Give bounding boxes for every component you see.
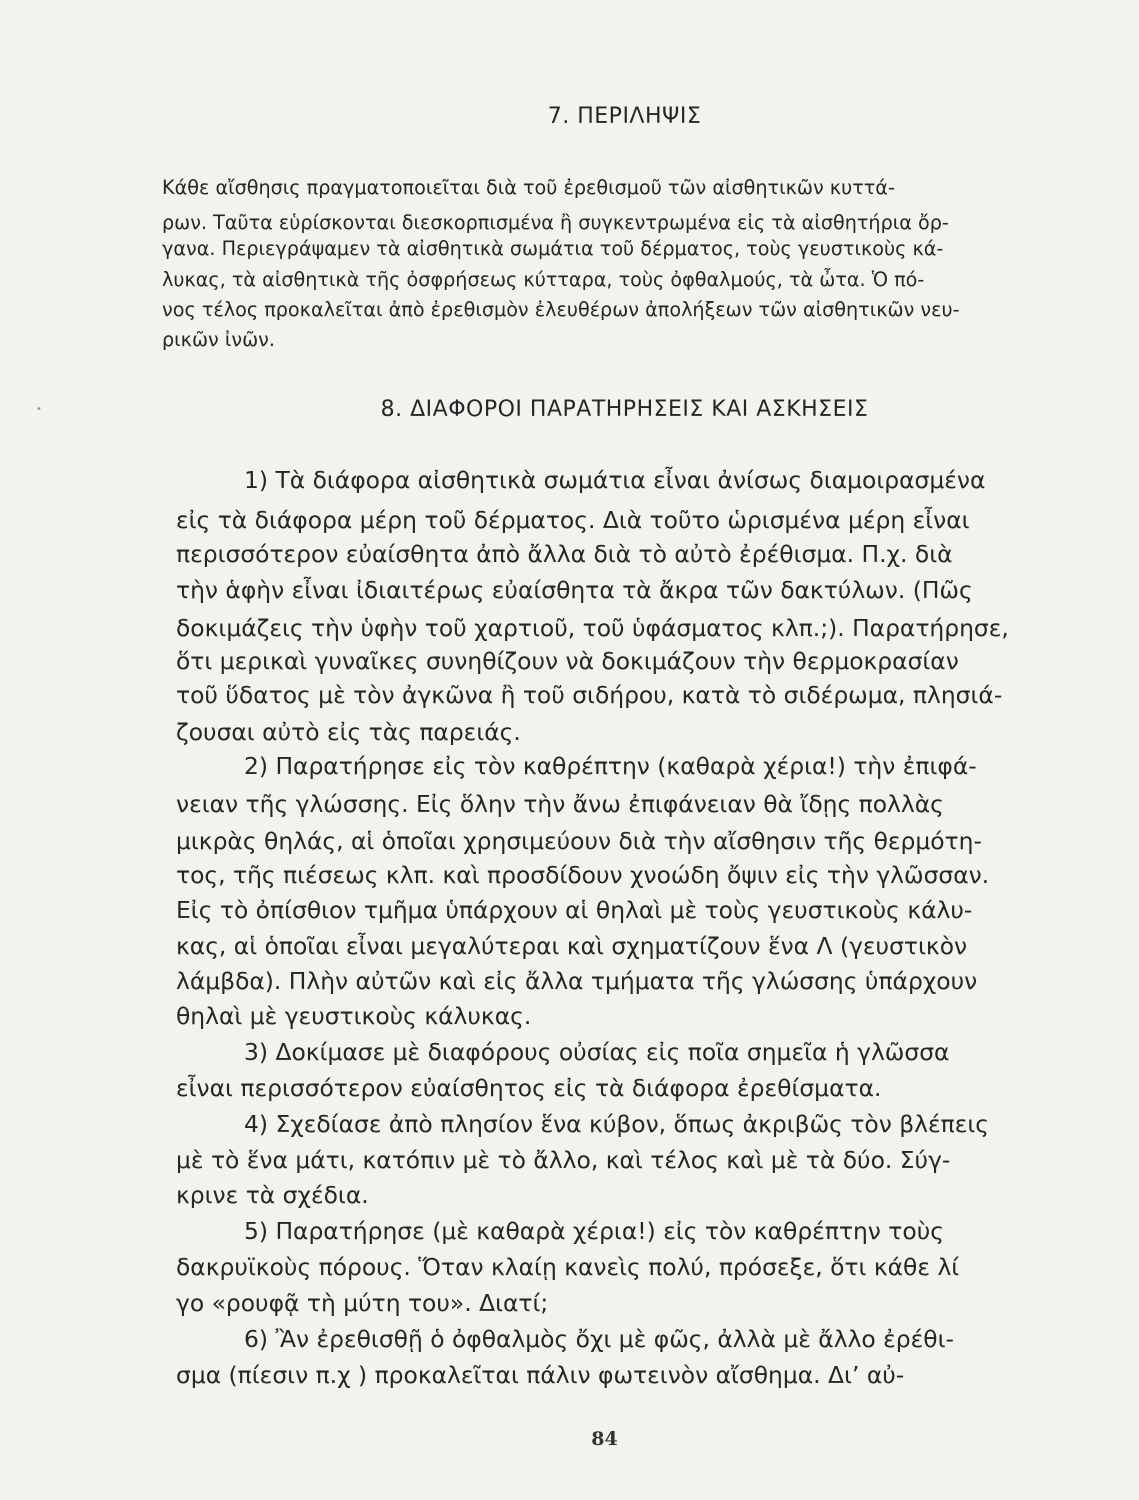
exercise-5-line: 5) Παρατήρησε (μὲ καθαρὰ χέρια!) εἰς τὸν καθρέπτην τοὺς <box>244 1217 944 1245</box>
exercise-5-line: δακρυϊκοὺς πόρους. Ὅταν κλαίῃ κανεὶς πολύ, πρόσεξε, ὅτι κάθε λί <box>176 1253 960 1281</box>
exercise-2-line: Εἰς τὸ ὀπίσθιον τμῆμα ὑπάρχουν αἱ θηλαὶ μὲ τοὺς γευστικοὺς κάλυ- <box>176 896 973 924</box>
exercise-3-line: εἶναι περισσότερον εὐαίσθητος εἰς τὰ διάφορα ἐρεθίσματα. <box>176 1074 882 1102</box>
exercise-5-line: γο «ρουφᾷ τὴ μύτη του». Διατί; <box>176 1289 549 1317</box>
exercise-1-line: ὅτι μερικαὶ γυναῖκες συνηθίζουν νὰ δοκιμάζουν τὴν θερμοκρασίαν <box>176 647 959 675</box>
exercise-2-line: κας, αἱ ὁποῖαι εἶναι μεγαλύτεραι καὶ σχηματίζουν ἕνα Λ (γευστικὸν <box>176 932 968 960</box>
section-7-title: 7. ΠΕΡΙΛΗΨΙΣ <box>547 104 702 129</box>
exercise-2-line: τος, τῆς πιέσεως κλπ. καὶ προσδίδουν χνοώδη ὄψιν εἰς τὴν γλῶσσαν. <box>176 861 990 889</box>
scan-speck: • <box>36 404 42 415</box>
exercise-2-line: νειαν τῆς γλώσσης. Εἰς ὅλην τὴν ἄνω ἐπιφάνειαν θὰ ἴδῃς πολλὰς <box>176 790 944 818</box>
section-7-line: ρικῶν ἰνῶν. <box>162 328 275 351</box>
section-7-line: νος τέλος προκαλεῖται ἀπὸ ἐρεθισμὸν ἐλευθέρων ἀπολήξεων τῶν αἰσθητικῶν νευ- <box>162 298 960 321</box>
exercise-1-line: εἰς τὰ διάφορα μέρη τοῦ δέρματος. Διὰ τοῦτο ὡρισμένα μέρη εἶναι <box>176 506 970 534</box>
exercise-4-line: μὲ τὸ ἕνα μάτι, κατόπιν μὲ τὸ ἄλλο, καὶ τέλος καὶ μὲ τὰ δύο. Σύγ- <box>176 1146 951 1174</box>
section-7-line: λυκας, τὰ αἰσθητικὰ τῆς ὀσφρήσεως κύτταρα, τοὺς ὀφθαλμούς, τὰ ὦτα. Ὁ πό- <box>162 268 925 291</box>
section-7-line: ρων. Ταῦτα εὑρίσκονται διεσκορπισμένα ἢ συγκεντρωμένα εἰς τὰ αἰσθητήρια ὄρ- <box>162 211 949 234</box>
exercise-1-line: περισσότερον εὐαίσθητα ἀπὸ ἄλλα διὰ τὸ αὐτὸ ἐρέθισμα. Π.χ. διὰ <box>176 540 953 568</box>
page-number: 84 <box>591 1428 618 1450</box>
exercise-4-line: 4) Σχεδίασε ἀπὸ πλησίον ἕνα κύβον, ὅπως ἀκριβῶς τὸν βλέπεις <box>244 1110 989 1138</box>
section-7-line: Κάθε αἴσθησις πραγματοποιεῖται διὰ τοῦ ἐρεθισμοῦ τῶν αἰσθητικῶν κυττά- <box>162 176 895 199</box>
section-8-title: 8. ΔΙΑΦΟΡΟΙ ΠΑΡΑΤΗΡΗΣΕΙΣ ΚΑΙ ΑΣΚΗΣΕΙΣ <box>380 397 869 422</box>
exercise-1-line: 1) Τὰ διάφορα αἰσθητικὰ σωμάτια εἶναι ἀνίσως διαμοιρασμένα <box>244 466 986 494</box>
exercise-1-line: τὴν ἁφὴν εἶναι ἰδιαιτέρως εὐαίσθητα τὰ ἄκρα τῶν δακτύλων. (Πῶς <box>176 576 973 604</box>
exercise-6-line: σμα (πίεσιν π.χ ) προκαλεῖται πάλιν φωτεινὸν αἴσθημα. Δι’ αὐ- <box>176 1361 905 1389</box>
exercise-1-line: τοῦ ὕδατος μὲ τὸν ἀγκῶνα ἢ τοῦ σιδήρου, κατὰ τὸ σιδέρωμα, πλησιά- <box>176 681 1003 709</box>
exercise-1-line: ζουσαι αὐτὸ εἰς τὰς παρειάς. <box>176 718 521 746</box>
exercise-2-line: θηλαὶ μὲ γευστικοὺς κάλυκας. <box>176 1002 532 1030</box>
exercise-2-line: μικρὰς θηλάς, αἱ ὁποῖαι χρησιμεύουν διὰ τὴν αἴσθησιν τῆς θερμότη- <box>176 827 982 855</box>
exercise-1-line: δοκιμάζεις τὴν ὑφὴν τοῦ χαρτιοῦ, τοῦ ὑφάσματος κλπ.;). Παρατήρησε, <box>176 614 1009 642</box>
exercise-6-line: 6) Ἂν ἐρεθισθῇ ὁ ὀφθαλμὸς ὄχι μὲ φῶς, ἀλλὰ μὲ ἄλλο ἐρέθι- <box>244 1325 954 1353</box>
exercise-2-line: λάμβδα). Πλὴν αὐτῶν καὶ εἰς ἄλλα τμήματα τῆς γλώσσης ὑπάρχουν <box>176 967 978 995</box>
section-7-line: γανα. Περιεγράψαμεν τὰ αἰσθητικὰ σωμάτια τοῦ δέρματος, τοὺς γευστικοὺς κά- <box>162 237 944 260</box>
exercise-3-line: 3) Δοκίμασε μὲ διαφόρους οὐσίας εἰς ποῖα σημεῖα ἡ γλῶσσα <box>244 1038 950 1066</box>
exercise-2-line: 2) Παρατήρησε εἰς τὸν καθρέπτην (καθαρὰ χέρια!) τὴν ἐπιφά- <box>244 752 977 780</box>
exercise-4-line: κρινε τὰ σχέδια. <box>176 1181 369 1209</box>
